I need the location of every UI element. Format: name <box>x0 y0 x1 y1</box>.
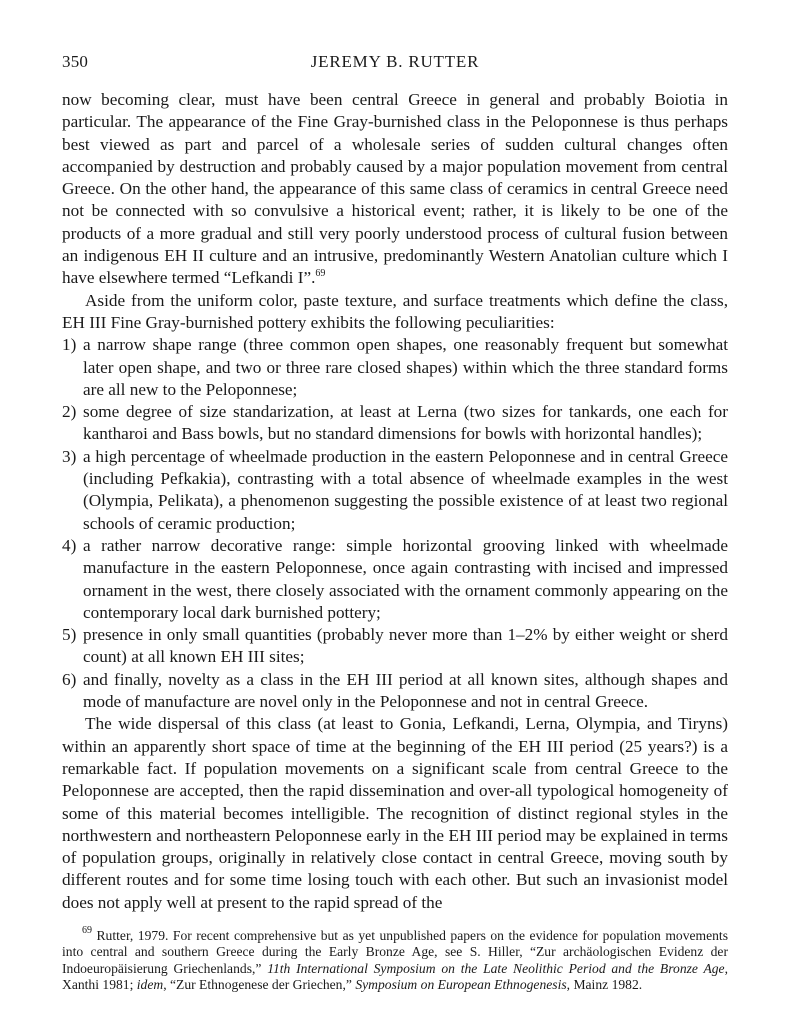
list-item <box>62 624 728 669</box>
list-number: 2) <box>62 402 77 422</box>
author-running-head: JEREMY B. RUTTER <box>310 52 480 71</box>
footnote-number: 69 <box>82 925 92 937</box>
running-head <box>62 52 728 74</box>
list-item <box>62 401 728 446</box>
list-number: 5) <box>62 625 77 645</box>
list-item <box>62 535 728 624</box>
list-number: 1) <box>62 335 77 355</box>
footnote <box>62 925 729 994</box>
page <box>62 52 728 994</box>
footnote-italic-title: 11th International Symposium on the Late Neolithic Period and the Bronze Age <box>267 960 725 976</box>
list-number: 6) <box>62 669 77 689</box>
footnote-text: , Mainz 1982. <box>566 977 643 993</box>
paragraph-dispersal: The wide dispersal of this class (at least to Gonia, Lefkandi, Lerna, Olympia, and Tiryns) within an apparently short space of time at the beginning of the EH III period (25 years?) is a remarkable fact. If population movements on a significant scale from central Greece to the Peloponnese are accepted, then the rapid dissemination and over-all typological homogeneity of some of this material becomes intelligible. The recognition of distinct regional styles in the northwestern and northeastern Peloponnese early in the EH III period may be explained in terms of population groups, originally in relatively close contact in central Greece, moving south by different routes and for some time losing touch with each other. But such an invasionist model does not apply well at present to the rapid spread of the <box>62 714 728 912</box>
paragraph-continuation <box>62 89 728 290</box>
list-item-text: a high percentage of wheelmade production in the eastern Peloponnese and in central Greece (including Pefkakia), contrasting with a total absence of wheelmade examples in the west (Olympia, Pelikata), a phenomenon suggesting the possible existence of at least two regional schools of ceramic production; <box>83 446 728 533</box>
paragraph-text: now becoming clear, must have been central Greece in general and probably Boiotia in particular. The appearance of the Fine Gray-burnished class in the Peloponnese is thus perhaps best viewed as part and parcel of a wholesale series of sudden cultural changes often accompanied by destruction and probably caused by a major population movement from central Greece. On the other hand, the appearance of this same class of ceramics in central Greece need not be connected with so convulsive a historical event; rather, it is likely to be one of the products of a more gradual and still very poorly understood process of cultural fusion between an indigenous EH II culture and an intrusive, predominantly Western Anatolian culture which I have elsewhere termed “Lefkandi I”. <box>62 90 728 288</box>
footnote-italic-title: Symposium on European Ethnogenesis <box>355 977 567 993</box>
list-item-text: presence in only small quantities (probably never more than 1–2% by either weight or sherd count) at all known EH III sites; <box>83 625 728 667</box>
list-item <box>62 669 728 714</box>
list-number: 4) <box>62 535 77 555</box>
paragraph-peculiarities-intro: Aside from the uniform color, paste texture, and surface treatments which define the class, EH III Fine Gray-burnished pottery exhibits the following peculiarities: <box>62 290 728 332</box>
footnote-text: Rutter, 1979. For recent comprehensive but as yet unpublished papers on the evidence for population movements into central and southern Greece during the Early Bronze Age, see S. Hiller, “Zur archäologischen Evidenz der Indoeuropäisierung Griechenlands,” <box>62 927 728 976</box>
footnote-text: , Xanthi 1981; <box>62 960 729 993</box>
list-item-text: a narrow shape range (three common open shapes, one reasonably frequent but somewhat later open shape, and two or three rare closed shapes) within which the three standard forms are all new to the Peloponnese; <box>83 335 728 399</box>
list-item <box>62 446 728 535</box>
list-item <box>62 334 728 401</box>
footnote-text: , “Zur Ethnogenese der Griechen,” <box>163 977 356 993</box>
peculiarities-list <box>62 334 728 713</box>
page-number: 350 <box>62 52 89 71</box>
list-item-text: a rather narrow decorative range: simple horizontal grooving linked with wheelmade manufacture in the eastern Peloponnese, once again contrasting with incised and impressed ornament in the west, there closely associated with the ornament commonly appearing on the contemporary local dark burnished pottery; <box>83 535 728 622</box>
list-item-text: and finally, novelty as a class in the EH III period at all known sites, although shapes and mode of manufacture are novel only in the Peloponnese and not in central Greece. <box>83 669 728 712</box>
footnote-reference[interactable]: 69 <box>315 267 326 279</box>
footnote-italic-idem: idem <box>136 977 164 993</box>
list-number: 3) <box>62 446 77 466</box>
body-text <box>62 89 728 914</box>
list-item-text: some degree of size standarization, at least at Lerna (two sizes for tankards, one each for kantharoi and Bass bowls, but no standard dimensions for bowls with horizontal handles); <box>83 402 728 444</box>
